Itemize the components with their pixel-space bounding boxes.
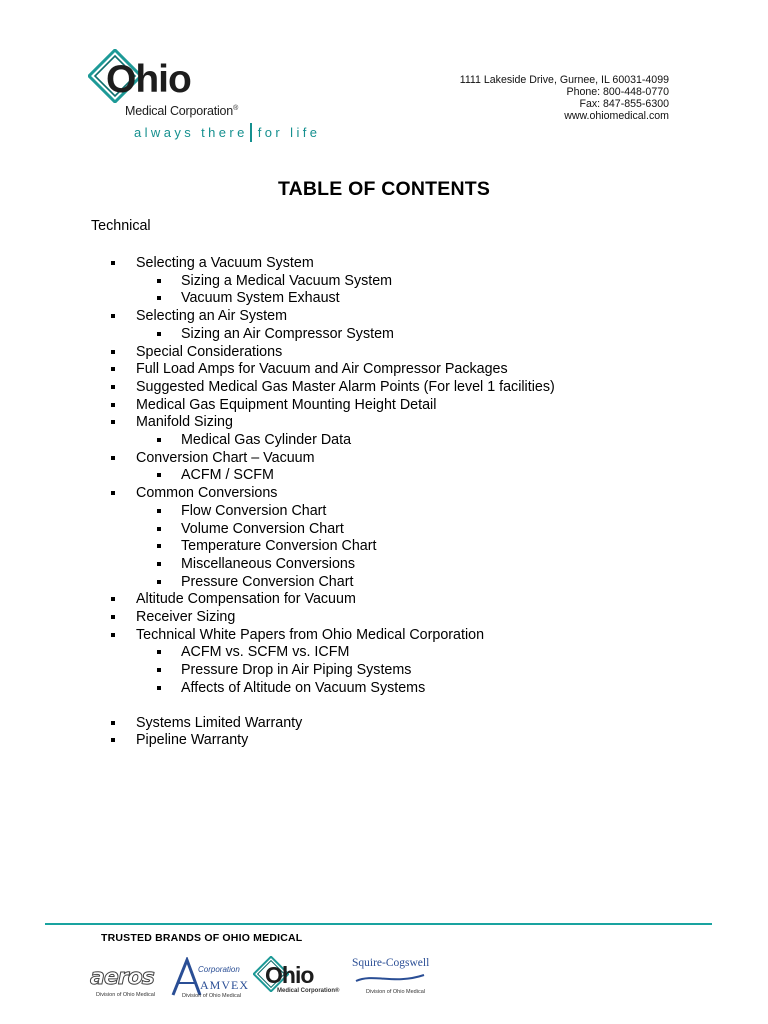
toc-item-label: Receiver Sizing bbox=[136, 609, 236, 625]
aeros-logo: aeros Division of Ohio Medical bbox=[90, 965, 155, 998]
toc-item-label: Volume Conversion Chart bbox=[181, 520, 344, 537]
brands-title: TRUSTED BRANDS OF OHIO MEDICAL bbox=[101, 932, 303, 944]
bullet-icon bbox=[111, 738, 115, 742]
toc-item-label: Technical White Papers from Ohio Medical Corporation bbox=[136, 626, 485, 643]
footer-divider bbox=[45, 923, 712, 925]
logo-tagline: always there for life bbox=[134, 125, 321, 140]
company-logo bbox=[88, 46, 358, 142]
bullet-icon bbox=[111, 633, 115, 637]
amvex-a-icon bbox=[170, 957, 204, 997]
toc-item-label: Suggested Medical Gas Master Alarm Points (For level 1 facilities) bbox=[136, 378, 555, 395]
toc-item-label: Vacuum System Exhaust bbox=[181, 290, 340, 307]
bullet-icon bbox=[111, 420, 115, 424]
bullet-icon bbox=[111, 385, 115, 389]
bullet-icon bbox=[157, 562, 161, 566]
squire-cogswell-logo: Squire-Cogswell Division of Ohio Medical bbox=[352, 957, 430, 995]
tagline-divider bbox=[250, 123, 252, 142]
toc-item-label: Miscellaneous Conversions bbox=[181, 555, 356, 572]
bullet-icon bbox=[111, 367, 115, 371]
bullet-icon bbox=[157, 279, 161, 283]
logo-word: Ohio bbox=[106, 58, 191, 101]
bullet-icon bbox=[111, 491, 115, 495]
bullet-icon bbox=[111, 456, 115, 460]
amvex-logo: Corporation AMVEX Division of Ohio Medical bbox=[170, 957, 248, 1001]
toc-item-label: ACFM / SCFM bbox=[181, 467, 274, 484]
bullet-icon bbox=[111, 314, 115, 318]
bullet-icon bbox=[111, 721, 115, 725]
bullet-icon bbox=[157, 668, 161, 672]
bullet-icon bbox=[157, 544, 161, 548]
bullet-icon bbox=[157, 473, 161, 477]
address-line: 1111 Lakeside Drive, Gurnee, IL 60031-4099 bbox=[459, 74, 669, 86]
page-title: TABLE OF CONTENTS bbox=[277, 178, 491, 200]
phone-line: Phone: 800-448-0770 bbox=[566, 86, 669, 98]
toc-item-label: Pressure Conversion Chart bbox=[181, 573, 354, 590]
toc-item-label: Medical Gas Cylinder Data bbox=[181, 432, 352, 448]
bullet-icon bbox=[111, 597, 115, 601]
toc-item-label: Full Load Amps for Vacuum and Air Compressor Packages bbox=[136, 361, 508, 378]
toc-item-label: Temperature Conversion Chart bbox=[181, 538, 377, 555]
toc-item-label: Affects of Altitude on Vacuum Systems bbox=[181, 679, 426, 696]
bullet-icon bbox=[157, 686, 161, 690]
toc-item-label: Altitude Compensation for Vacuum bbox=[136, 591, 356, 608]
toc-item-label: Special Considerations bbox=[136, 343, 283, 360]
toc-item-label: Sizing an Air Compressor System bbox=[181, 325, 394, 342]
website-link[interactable]: www.ohiomedical.com bbox=[564, 110, 669, 122]
toc-item-label: Medical Gas Equipment Mounting Height Detail bbox=[136, 396, 437, 413]
bullet-icon bbox=[157, 438, 161, 442]
toc-item-label: ACFM vs. SCFM vs. ICFM bbox=[181, 644, 350, 661]
bullet-icon bbox=[157, 509, 161, 513]
toc-item-label: Pipeline Warranty bbox=[136, 732, 249, 749]
toc-item-label: Flow Conversion Chart bbox=[181, 502, 327, 519]
toc-item-label: Selecting an Air System bbox=[136, 308, 287, 325]
section-label: Technical bbox=[91, 218, 151, 234]
toc-item-label: Selecting a Vacuum System bbox=[136, 255, 314, 271]
toc-item-label: Common Conversions bbox=[136, 485, 278, 502]
bullet-icon bbox=[157, 650, 161, 654]
ohio-small-logo: Ohio Medical Corporation® bbox=[253, 954, 345, 1000]
toc-item-label: Systems Limited Warranty bbox=[136, 714, 303, 731]
bullet-icon bbox=[157, 580, 161, 584]
toc-item-label: Manifold Sizing bbox=[136, 414, 233, 431]
bullet-icon bbox=[111, 350, 115, 354]
bullet-icon bbox=[111, 261, 115, 265]
bullet-icon bbox=[157, 527, 161, 531]
bullet-icon bbox=[111, 615, 115, 619]
bullet-icon bbox=[111, 403, 115, 407]
contact-block bbox=[460, 74, 669, 122]
bullet-icon bbox=[157, 296, 161, 300]
toc-item-label: Sizing a Medical Vacuum System bbox=[181, 272, 393, 289]
fax-line: Fax: 847-855-6300 bbox=[579, 98, 669, 110]
bullet-icon bbox=[157, 332, 161, 336]
squire-swoosh-icon bbox=[354, 971, 426, 985]
toc-item-label: Pressure Drop in Air Piping Systems bbox=[181, 662, 412, 679]
logo-subtitle: Medical Corporation® bbox=[125, 104, 239, 118]
toc-item-label: Conversion Chart – Vacuum bbox=[136, 449, 315, 466]
